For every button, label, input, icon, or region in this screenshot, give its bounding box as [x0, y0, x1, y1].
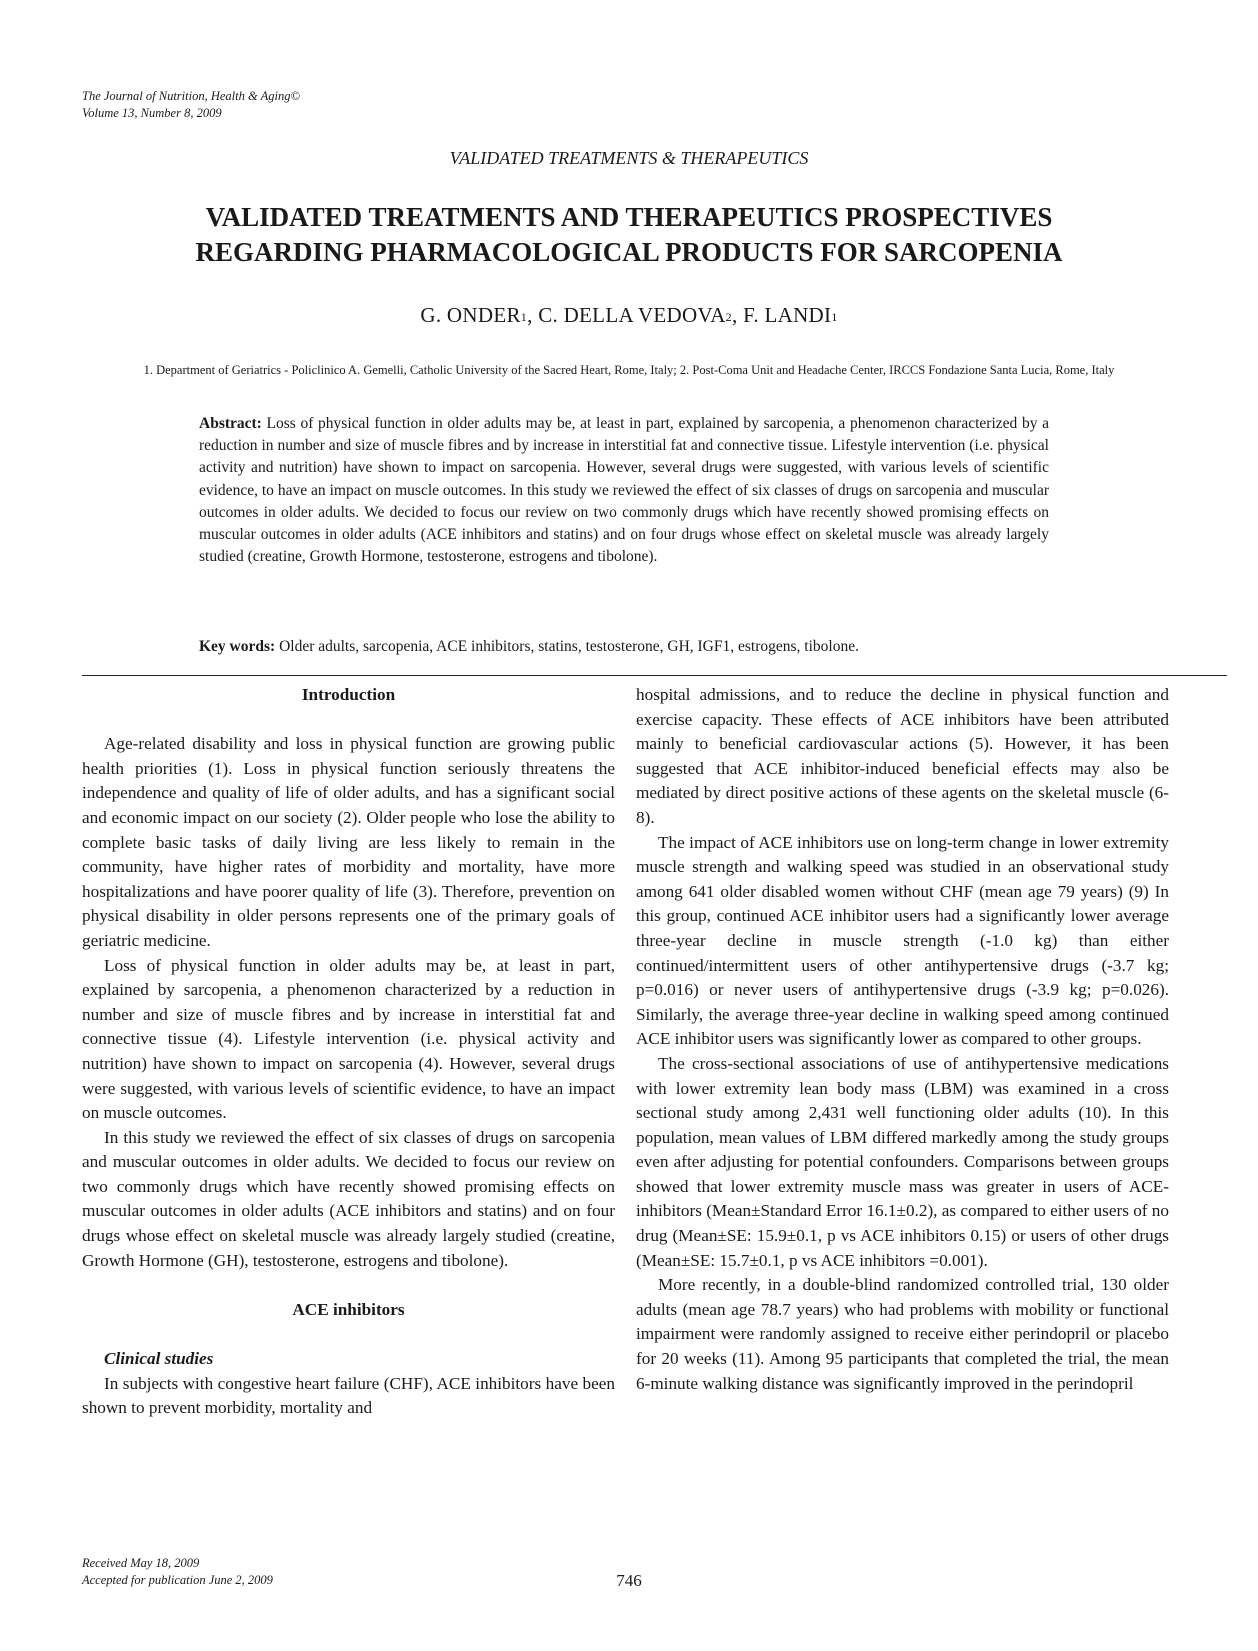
received-date: Received May 18, 2009 [82, 1556, 200, 1570]
paragraph-continued: hospital admissions, and to reduce the decline in physical function and exercise capacity. These effects of ACE inhibitors have been attributed mainly to beneficial cardiovascular actions (5). However, it has been suggested that ACE inhibitor-induced beneficial effects may also be mediated by direct positive actions of these agents on the skeletal muscle (6-8). [636, 685, 1169, 827]
paragraph: The impact of ACE inhibitors use on long-term change in lower extremity muscle strength and walking speed was studied in an observational study among 641 older disabled women without CHF (mean age 79 years) (9) In this group, continued ACE inhibitor users had a significantly lower average three-year decline in muscle strength (-1.0 kg) than either continued/intermittent users of other antihypertensive drugs (-3.7 kg; p=0.016) or never users of antihypertensive drugs (-3.9 kg; p=0.026). Similarly, the average three-year decline in walking speed among continued ACE inhibitor users was significantly lower as compared to other groups. [636, 832, 1169, 1049]
abstract-text: Loss of physical function in older adults may be, at least in part, explained by sarcopenia, a phenomenon characterized by a reduction in number and size of muscle fibres and by increase in interstitial fat and connective tissue. Lifestyle intervention (i.e. physical activity and nutrition) have shown to impact on sarcopenia. However, several drugs were suggested, with various levels of scientific evidence, to have an impact on muscle outcomes. In this study we reviewed the effect of six classes of drugs on sarcopenia and muscular outcomes in older adults. We decided to focus our review on two commonly drugs which have recently showed promising effects on muscular outcomes in older adults (ACE inhibitors and statins) and on four drugs whose effect on skeletal muscle was already largely studied (creatine, Growth Hormone, testosterone, estrogens and tibolone). [199, 415, 1049, 566]
article-title [0, 200, 1258, 270]
abstract [199, 413, 1049, 568]
author-separator: , [527, 303, 539, 327]
author-affiliation-mark: 1 [831, 310, 838, 324]
paragraph: In subjects with congestive heart failure (CHF), ACE inhibitors have been shown to prevent morbidity, mortality and [82, 1373, 615, 1418]
title-line-1: VALIDATED TREATMENTS AND THERAPEUTICS PROSPECTIVES [205, 202, 1053, 232]
divider [82, 675, 1227, 676]
affiliations: 1. Department of Geriatrics - Policlinico A. Gemelli, Catholic University of the Sacred Heart, Rome, Italy; 2. Post-Coma Unit and Headache Center, IRCCS Fondazione Santa Lucia, Rome, Italy [143, 363, 1115, 377]
paragraph: In this study we reviewed the effect of six classes of drugs on sarcopenia and muscular outcomes in older adults. We decided to focus our review on two commonly drugs which have recently showed promising effects on muscular outcomes in older adults (ACE inhibitors and statins) and on four drugs whose effect on skeletal muscle was already largely studied (creatine, Growth Hormone (GH), testosterone, estrogens and tibolone). [82, 1127, 615, 1270]
author-affiliation-mark: 1 [520, 310, 528, 324]
author-list [0, 303, 1258, 328]
section-heading-introduction: Introduction [301, 685, 396, 704]
keywords-text: Older adults, sarcopenia, ACE inhibitors, statins, testosterone, GH, IGF1, estrogens, tibolone. [279, 638, 859, 655]
journal-volume: Volume 13, Number 8, 2009 [82, 106, 222, 120]
paragraph: Age-related disability and loss in physical function are growing public health priorities (1). Loss in physical function seriously threatens the independence and quality of life of older adults, and has a significant social and economic impact on our society (2). Older people who lose the ability to complete basic tasks of daily living are less likely to remain in the community, have higher rates of morbidity and mortality, have more hospitalizations and have poorer quality of life (3). Therefore, prevention on physical disability in older persons represents one of the primary goals of geriatric medicine. [82, 734, 615, 950]
keywords [199, 636, 1099, 658]
section-heading-ace-inhibitors: ACE inhibitors [292, 1299, 405, 1319]
paragraph: More recently, in a double-blind randomized controlled trial, 130 older adults (mean age 78.7 years) who had problems with mobility or functional impairment were randomly assigned to receive either perindopril or placebo for 20 weeks (11). Among 95 participants that completed the trial, the mean 6-minute walking distance was significantly improved in the perindopril [636, 1275, 1169, 1393]
page-number: 746 [616, 1571, 642, 1590]
author-name: G. ONDER [420, 303, 521, 327]
title-line-2: REGARDING PHARMACOLOGICAL PRODUCTS FOR SARCOPENIA [195, 237, 1063, 267]
column-right [636, 683, 1169, 1396]
author-name: C. DELLA VEDOVA [538, 303, 726, 327]
abstract-label: Abstract: [199, 415, 262, 432]
spacer [82, 1273, 615, 1298]
journal-info [82, 88, 300, 122]
author-affiliation-mark: 2 [725, 310, 732, 324]
column-left [82, 683, 615, 1421]
journal-name: The Journal of Nutrition, Health & Aging© [82, 89, 300, 103]
subsection-heading-clinical-studies: Clinical studies [104, 1349, 214, 1369]
author-separator: , [731, 303, 744, 327]
paragraph: The cross-sectional associations of use of antihypertensive medications with lower extremity lean body mass (LBM) was examined in a cross sectional study among 2,431 well functioning older adults (10). In this population, mean values of LBM differed markedly among the study groups even after adjusting for potential confounders. Comparisons between groups showed that lower extremity muscle mass was greater in users of ACE-inhibitors (Mean±Standard Error 16.1±0.2), as compared to either users of no drug (Mean±SE: 15.9±0.1, p vs ACE inhibitors 0.15) or users of other drugs (Mean±SE: 15.7±0.1, p vs ACE inhibitors =0.001). [636, 1053, 1169, 1270]
spacer [82, 1322, 615, 1347]
accepted-date: Accepted for publication June 2, 2009 [82, 1573, 273, 1587]
keywords-label: Key words: [199, 638, 276, 655]
section-heading: VALIDATED TREATMENTS & THERAPEUTICS [449, 148, 809, 168]
author-name: F. LANDI [743, 303, 832, 327]
paragraph: Loss of physical function in older adults may be, at least in part, explained by sarcopenia, a phenomenon characterized by a reduction in number and size of muscle fibres and by increase in interstitial fat and connective tissue (4). Lifestyle intervention (i.e. physical activity and nutrition) have shown to impact on sarcopenia (4). However, several drugs were suggested, with various levels of scientific evidence, to have an impact on muscle outcomes. [82, 955, 615, 1123]
spacer [82, 708, 615, 733]
